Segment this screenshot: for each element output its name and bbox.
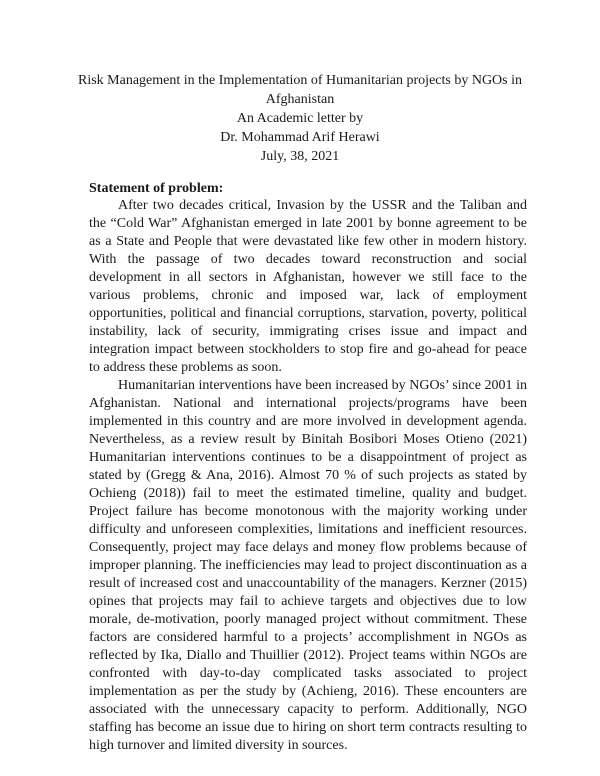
paragraph: Humanitarian interventions have been increased by NGOs’ since 2001 in Afghanistan. National and international projects/programs have been implemented in this country and are more involved in development agenda. Nevertheless, as a review result by Binitah Bosibori Moses Otieno (2021) Humanitarian interventions continues to be a disappointment of project as stated by (Gregg & Ana, 2016). Almost 70 % of such projects as stated by Ochieng (2018)) fail to meet the estimated timeline, quality and budget. Project failure has become monotonous with the majority working under difficulty and unforeseen complexities, limitations and inefficient resources. Consequently, project may face delays and money flow problems because of improper planning. The inefficiencies may lead to project discontinuation as a result of increased cost and unaccountability of the managers. Kerzner (2015) opines that projects may fail to achieve targets and objectives due to low morale, de-motivation, poorly managed project without commitment. These factors are considered harmful to a projects’ accomplishment in NGOs as reflected by Ika, Diallo and Thuillier (2012). Project teams within NGOs are confronted with day-to-day complicated tasks associated to project implementation as per the study by (Achieng, 2016). These encounters are associated with the unnecessary capacity to perform. Additionally, NGO staffing has become an issue due to hiring on short term contracts resulting to high turnover and limited diversity in sources. [89, 378, 527, 753]
body-text [89, 197, 527, 755]
section-heading: Statement of problem: [89, 181, 224, 196]
document-date: July, 38, 2021 [260, 149, 340, 164]
title-block [60, 71, 540, 166]
document-subtitle: An Academic letter by [236, 111, 364, 126]
document-title-line-2: Afghanistan [265, 92, 335, 107]
paragraph: After two decades critical, Invasion by the USSR and the Taliban and the “Cold War” Afghanistan emerged in late 2001 by bonne agreement to be as a State and People that were devastated like few other in modern history. With the passage of two decades toward reconstruction and social development in all sectors in Afghanistan, however we still face to the various problems, chronic and imposed war, lack of employment opportunities, political and financial corruptions, starvation, poverty, political instability, lack of security, immigrating crises issue and impact and integration impact between stockholders to stop fire and go-ahead for peace to address these problems as soon. [89, 198, 527, 375]
document-title-line-1: Risk Management in the Implementation of Humanitarian projects by NGOs in [77, 73, 522, 88]
document-author: Dr. Mohammad Arif Herawi [220, 130, 380, 145]
